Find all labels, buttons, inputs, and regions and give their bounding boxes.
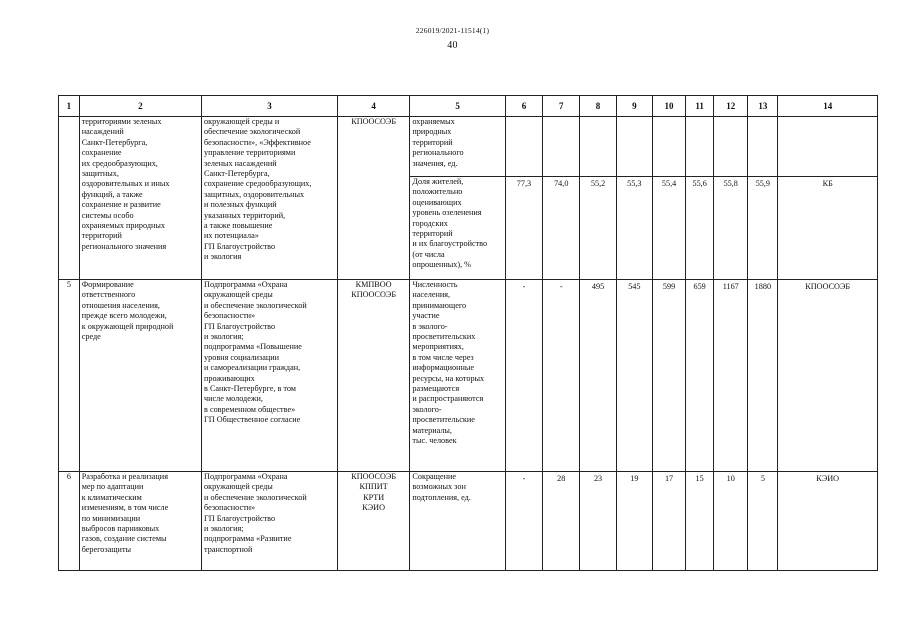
- cell-value: 77,3: [505, 177, 542, 280]
- cell-value: 55,2: [580, 177, 616, 280]
- table-row-continued: [59, 117, 878, 177]
- table-row-5: [59, 280, 878, 472]
- cell-value: 1167: [714, 280, 748, 472]
- cell-empty: [505, 117, 542, 177]
- cell-value: 28: [543, 472, 580, 571]
- cell-program: Подпрограмма «Охрана окружающей среды и обеспечение экологической безопасности» ГП Благоустройство и экология; подпрограмма «Повышение уровня социализации и самореализации граждан, проживающих в Санкт-Петербурге, в том числе молодежи, в современном обществе» ГП Общественное согласие: [202, 280, 338, 472]
- cell-value: 5: [748, 472, 778, 571]
- header-row: [59, 96, 878, 117]
- cell-value: 55,4: [652, 177, 685, 280]
- cell-number: 5: [59, 280, 80, 472]
- cell-empty: [616, 117, 652, 177]
- cell-program: Подпрограмма «Охрана окружающей среды и обеспечение экологической безопасности» ГП Благоустройство и экология; подпрограмма «Развитие транспортной: [202, 472, 338, 571]
- cell-empty: [580, 117, 616, 177]
- cell-indicator: Сокращение возможных зон подтопления, ед.: [410, 472, 505, 571]
- cell-empty: [778, 117, 878, 177]
- cell-indicator: Численность населения, принимающего участие в эколого- просветительских мероприятиях, в том числе через информационные ресурсы, на которых размещаются и распространяются эколого- просветительские материалы, тыс. человек: [410, 280, 505, 472]
- table-row-6: [59, 472, 878, 571]
- cell-source: КБ: [778, 177, 878, 280]
- cell-value: 10: [714, 472, 748, 571]
- col-header-14: 14: [778, 96, 878, 117]
- cell-value: 74,0: [543, 177, 580, 280]
- col-header-7: 7: [543, 96, 580, 117]
- col-header-12: 12: [714, 96, 748, 117]
- cell-value: 1880: [748, 280, 778, 472]
- cell-empty: [543, 117, 580, 177]
- cell-empty: [686, 117, 714, 177]
- cell-executor-continued: КПООСОЭБ: [337, 117, 410, 280]
- col-header-11: 11: [686, 96, 714, 117]
- cell-indicator-1: охраняемых природных территорий регионального значения, ед.: [410, 117, 505, 177]
- cell-value: 19: [616, 472, 652, 571]
- cell-value: 17: [652, 472, 685, 571]
- cell-value: 659: [686, 280, 714, 472]
- cell-value: 55,6: [686, 177, 714, 280]
- cell-source: КПООСОЭБ: [778, 280, 878, 472]
- col-header-8: 8: [580, 96, 616, 117]
- program-table: [58, 95, 878, 571]
- cell-empty: [652, 117, 685, 177]
- cell-value: 55,3: [616, 177, 652, 280]
- col-header-1: 1: [59, 96, 80, 117]
- col-header-4: 4: [337, 96, 410, 117]
- cell-value: 495: [580, 280, 616, 472]
- cell-number-empty: [59, 117, 80, 280]
- col-header-5: 5: [410, 96, 505, 117]
- cell-program-continued: окружающей среды и обеспечение экологической безопасности», «Эффективное управление территориями зеленых насаждений Санкт-Петербурга, сохранение средообразующих, защитных, оздоровительных и полезных функций указанных территорий, а также повышение их потенциала» ГП Благоустройство и экология: [202, 117, 338, 280]
- cell-measure: Формирование ответственного отношения населения, прежде всего молодежи, к окружающей природной среде: [79, 280, 201, 472]
- cell-value: -: [543, 280, 580, 472]
- cell-number: 6: [59, 472, 80, 571]
- document-code: 226019/2021-11514(1): [415, 26, 490, 35]
- col-header-2: 2: [79, 96, 201, 117]
- cell-value: 599: [652, 280, 685, 472]
- cell-value: 55,8: [714, 177, 748, 280]
- page-number: 40: [447, 40, 458, 51]
- cell-executor: КПООСОЭБ КППИТ КРТИ КЭИО: [337, 472, 410, 571]
- col-header-10: 10: [652, 96, 685, 117]
- cell-source: КЭИО: [778, 472, 878, 571]
- cell-value: 55,9: [748, 177, 778, 280]
- cell-value: -: [505, 472, 542, 571]
- cell-value: 545: [616, 280, 652, 472]
- cell-measure-continued: территориями зеленых насаждений Санкт-Петербурга, сохранение их средообразующих, защитных, оздоровительных и иных функций, а также сохранение и развитие системы особо охраняемых природных территорий регионального значения: [79, 117, 201, 280]
- col-header-3: 3: [202, 96, 338, 117]
- col-header-9: 9: [616, 96, 652, 117]
- cell-indicator-2: Доля жителей, положительно оценивающих уровень озеленения городских территорий и их благоустройство (от числа опрошенных), %: [410, 177, 505, 280]
- cell-value: 15: [686, 472, 714, 571]
- cell-value: 23: [580, 472, 616, 571]
- cell-empty: [714, 117, 748, 177]
- col-header-13: 13: [748, 96, 778, 117]
- cell-executor: КМПВОО КПООСОЭБ: [337, 280, 410, 472]
- cell-value: -: [505, 280, 542, 472]
- cell-empty: [748, 117, 778, 177]
- col-header-6: 6: [505, 96, 542, 117]
- cell-measure: Разработка и реализация мер по адаптации к климатическим изменениям, в том числе по минимизации выбросов парниковых газов, создание системы берегозащиты: [79, 472, 201, 571]
